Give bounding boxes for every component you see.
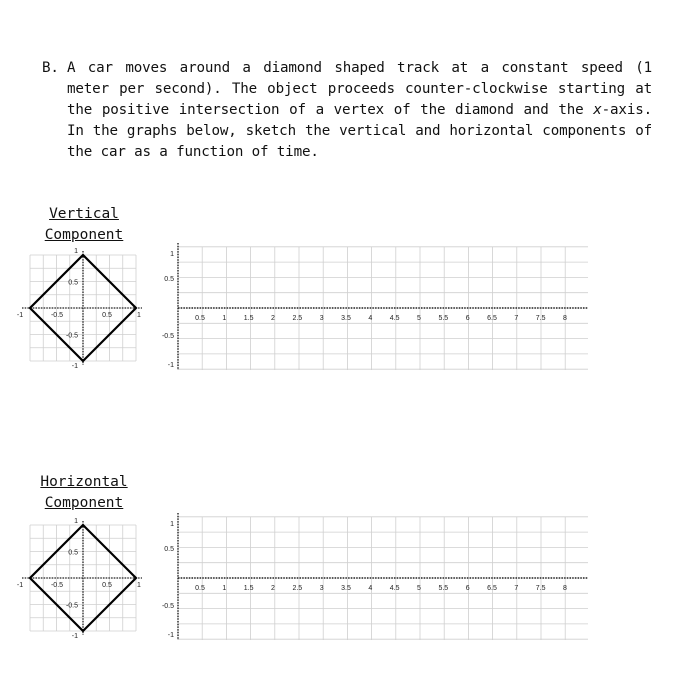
horizontal-y-tick-label: -0.5 [161,603,174,610]
vertical-t-tick-label: 5 [417,315,421,322]
vertical-y-tick-label: 0.5 [164,276,174,283]
vertical-t-tick-label: 2 [271,315,275,322]
vertical-t-tick-label: 6 [465,315,470,322]
vertical-t-tick-label: 1.5 [243,315,254,322]
vertical-y-tick-label: -1 [167,362,174,369]
problem-text-part-2: -axis. In the graphs below, sketch the vertical and horizontal components of the car as a function of time. [67,102,652,160]
vertical-y-tick-label: -0.5 [161,333,174,340]
vertical-t-tick-label: 6.5 [487,315,497,322]
horizontal-diamond-y-tick-label: 1 [74,518,78,525]
horizontal-y-tick-label: 0.5 [164,546,174,553]
horizontal-t-tick-label: 0.5 [195,585,205,592]
horizontal-diamond-graph [17,518,142,640]
vertical-t-tick-label: 7.5 [535,315,546,322]
vertical-t-tick-label: 0.5 [195,315,205,322]
vertical-diamond-y-tick-label: 1 [74,248,78,255]
vertical-diamond-y-tick-label: 0.5 [68,279,78,287]
horizontal-time-graph [162,513,588,640]
horizontal-t-tick-label: 7.5 [535,585,546,592]
horizontal-t-tick-label: 2 [271,585,275,592]
vertical-diamond-x-tick-label: -1 [16,312,24,319]
vertical-t-tick-label: 4 [368,315,373,322]
problem-text-part-1: A car moves around a diamond shaped track at a constant speed (1 meter per second). The object proceeds counter-clockwise starting at the positive intersection of a vertex of the diamond and the [67,60,652,118]
horizontal-title-line-2: Component [44,495,124,511]
horizontal-t-tick-label: 8 [563,585,567,592]
horizontal-t-tick-label: 1 [222,585,227,592]
x-variable: x [593,102,602,118]
horizontal-y-tick-label: -1 [167,632,174,639]
horizontal-diamond-x-tick-label: -0.5 [50,582,64,589]
vertical-title-line-1: Vertical [49,206,119,222]
horizontal-t-tick-label: 7 [514,585,519,592]
vertical-t-tick-label: 7 [514,315,519,322]
vertical-t-tick-label: 4.5 [389,315,400,322]
horizontal-title-line-1: Horizontal [40,474,128,490]
horizontal-t-tick-label: 3 [319,585,324,592]
horizontal-diamond-x-tick-label: -1 [16,582,24,589]
vertical-diamond-y-tick-label: -1 [71,363,78,370]
vertical-t-tick-label: 5.5 [438,315,449,322]
vertical-time-graph [162,243,588,370]
vertical-y-tick-label: 1 [170,251,174,258]
horizontal-t-tick-label: 1.5 [243,585,254,592]
vertical-t-tick-label: 3.5 [341,315,351,322]
horizontal-diamond-x-tick-label: 0.5 [102,582,112,589]
horizontal-t-tick-label: 4.5 [389,585,400,592]
vertical-diamond-graph [17,248,142,370]
horizontal-y-tick-label: 1 [170,521,174,528]
vertical-diamond-x-tick-label: 0.5 [102,312,112,319]
horizontal-diamond-y-tick-label: -1 [71,633,78,640]
vertical-t-tick-label: 8 [563,315,567,322]
horizontal-t-tick-label: 3.5 [341,585,351,592]
horizontal-t-tick-label: 5 [417,585,421,592]
horizontal-t-tick-label: 6 [465,585,470,592]
horizontal-diamond-y-tick-label: 0.5 [68,549,78,557]
horizontal-t-tick-label: 5.5 [438,585,449,592]
horizontal-diamond-x-tick-label: 1 [137,582,141,589]
horizontal-t-tick-label: 6.5 [487,585,497,592]
vertical-t-tick-label: 2.5 [292,315,303,322]
vertical-t-tick-label: 1 [222,315,227,322]
horizontal-t-tick-label: 2.5 [292,585,303,592]
vertical-diamond-y-tick-label: -0.5 [65,332,78,340]
problem-label: B. [42,60,59,76]
vertical-diamond-x-tick-label: -0.5 [50,312,64,319]
vertical-title-line-2: Component [44,227,124,243]
vertical-diamond-x-tick-label: 1 [137,312,141,319]
horizontal-diamond-y-tick-label: -0.5 [65,602,78,610]
horizontal-t-tick-label: 4 [368,585,373,592]
vertical-t-tick-label: 3 [319,315,324,322]
